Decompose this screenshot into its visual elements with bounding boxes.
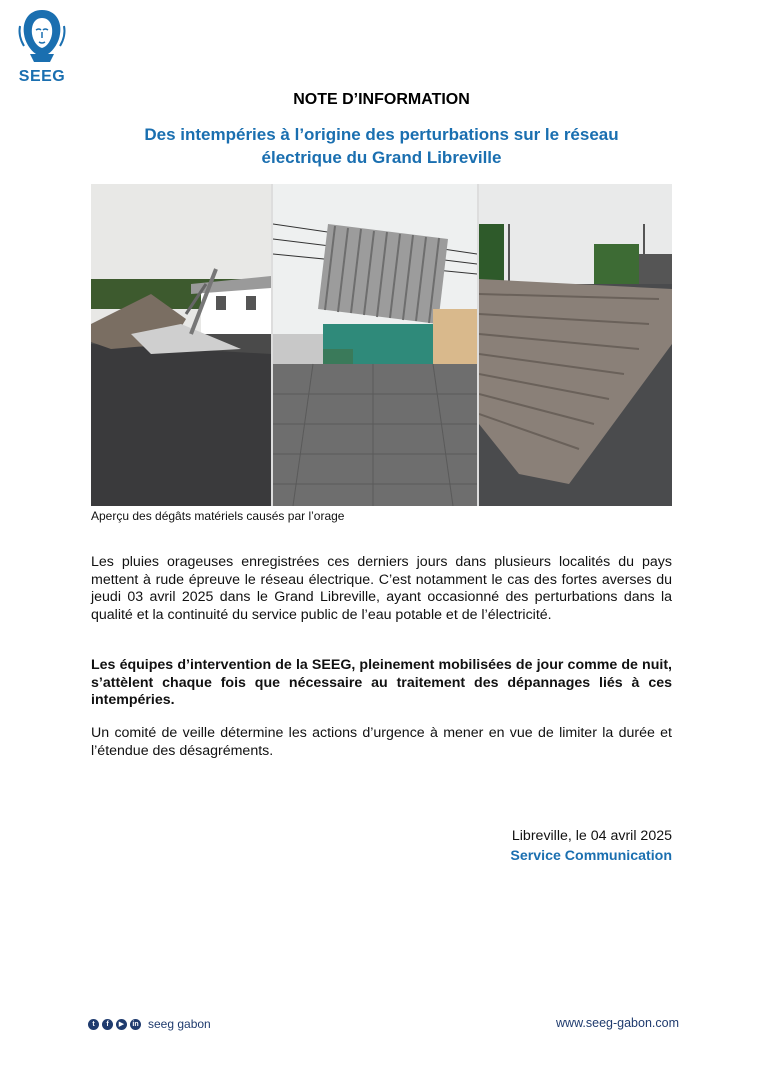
paragraph-3: Un comité de veille détermine les actions d’urgence à mener en vue de limiter la durée et l’étendue des désagréments. xyxy=(91,725,672,759)
photo-caption: Aperçu des dégâts matériels causés par l’orage xyxy=(91,509,345,523)
website-link[interactable]: www.seeg-gabon.com xyxy=(556,1016,679,1030)
facebook-icon[interactable]: f xyxy=(102,1019,113,1030)
twitter-icon[interactable]: t xyxy=(88,1019,99,1030)
seeg-mask-emblem-icon xyxy=(14,6,70,66)
logo-text: SEEG xyxy=(18,68,66,85)
signature-service: Service Communication xyxy=(510,848,672,864)
photo-roof-on-lines xyxy=(273,184,477,506)
headline-line-1: Des intempéries à l’origine des perturbations sur le réseau xyxy=(144,125,619,144)
seeg-logo xyxy=(14,6,70,90)
social-handle[interactable]: seeg gabon xyxy=(148,1017,211,1031)
youtube-icon[interactable]: ▶ xyxy=(116,1019,127,1030)
note-title: NOTE D’INFORMATION xyxy=(293,91,470,108)
paragraph-1: Les pluies orageuses enregistrées ces derniers jours dans plusieurs localités du pays mettent à rude épreuve le réseau électrique. C’est notamment le cas des fortes averses du jeudi 03 avril 2025 dans le Grand Libreville, ayant occasionné des perturbations dans la qualité et la continuité du service public de l’eau potable et de l’électricité. xyxy=(91,554,672,623)
storm-damage-photos xyxy=(91,184,672,506)
social-links xyxy=(88,1017,211,1031)
headline-line-2: électrique du Grand Libreville xyxy=(261,148,502,167)
paragraph-2: Les équipes d’intervention de la SEEG, pleinement mobilisées de jour comme de nuit, s’attèlent chaque fois que nécessaire au traitement des dépannages liés à ces intempéries. xyxy=(91,657,672,708)
photo-roof-on-road xyxy=(479,184,672,506)
photo-collapsed-structure xyxy=(91,184,271,506)
signature-place-date: Libreville, le 04 avril 2025 xyxy=(511,828,672,844)
linkedin-icon[interactable]: in xyxy=(130,1019,141,1030)
headline xyxy=(90,123,673,169)
